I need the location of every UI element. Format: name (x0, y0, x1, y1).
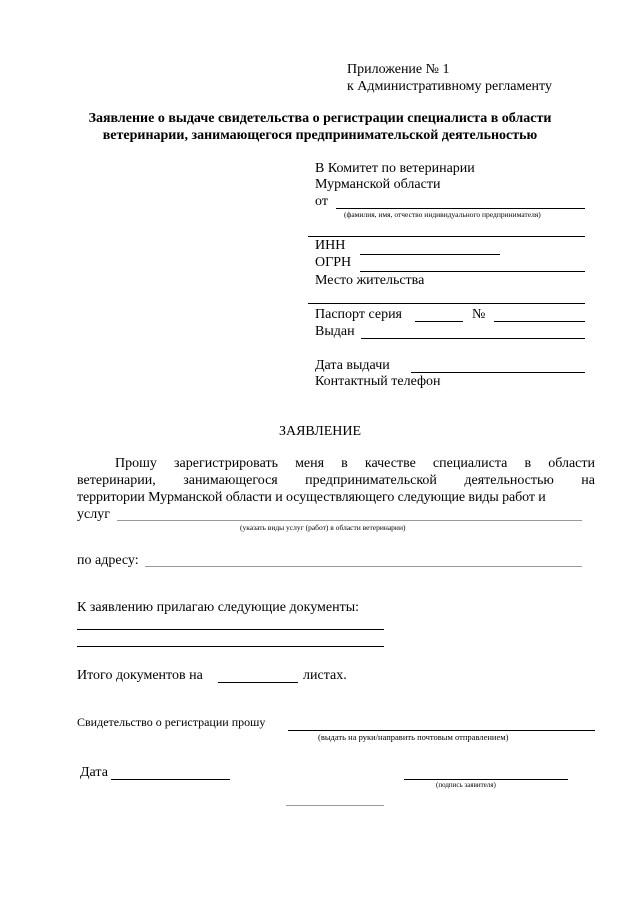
from-field[interactable] (336, 208, 585, 209)
residence-label: Место жительства (315, 273, 425, 288)
documents-line-1[interactable] (77, 629, 384, 630)
recipient-line-1: В Комитет по ветеринарии (315, 161, 475, 176)
date-field[interactable] (111, 779, 230, 780)
documents-label: К заявлению прилагаю следующие документы: (77, 600, 360, 615)
passport-series-field[interactable] (415, 321, 463, 322)
documents-line-2[interactable] (77, 646, 384, 647)
recipient-line-2: Мурманской области (315, 177, 441, 192)
services-field[interactable] (117, 520, 582, 521)
passport-number-label: № (472, 307, 486, 322)
statement-line-3: территории Мурманской области и осуществляющего следующие виды работ и (77, 490, 546, 505)
from-label: от (315, 194, 328, 209)
residence-field[interactable] (308, 303, 585, 304)
statement-line-2: ветеринарии, занимающегося предпринимательской деятельностью на (77, 473, 595, 488)
certificate-field[interactable] (288, 730, 595, 731)
title-line-2: ветеринарии, занимающегося предпринимательской деятельностью (102, 128, 538, 143)
services-hint: (указать виды услуг (работ) в области ветеринарии) (240, 523, 406, 532)
inn-field[interactable] (360, 254, 500, 255)
title-line-1: Заявление о выдаче свидетельства о регистрации специалиста в области (88, 111, 552, 126)
passport-number-field[interactable] (494, 321, 585, 322)
signature-field[interactable] (404, 779, 568, 780)
bottom-divider (286, 805, 384, 806)
passport-label: Паспорт серия (315, 307, 402, 322)
phone-label: Контактный телефон (315, 374, 441, 389)
certificate-label: Свидетельство о регистрации прошу (77, 715, 266, 729)
ogrn-label: ОГРН (315, 255, 352, 270)
from-hint: (фамилия, имя, отчество индивидуального предпринимателя) (344, 210, 541, 219)
address-field[interactable] (145, 566, 582, 567)
appendix-line-2: к Административному регламенту (347, 79, 552, 94)
issued-field[interactable] (361, 338, 585, 339)
signature-hint: (подпись заявителя) (436, 781, 496, 789)
issue-date-label: Дата выдачи (315, 358, 390, 373)
services-label: услуг (77, 507, 110, 522)
date-label: Дата (80, 765, 108, 780)
total-suffix: листах. (303, 668, 347, 683)
total-prefix: Итого документов на (77, 668, 203, 683)
statement-line-1: Прошу зарегистрировать меня в качестве специалиста в области (115, 456, 595, 471)
from-field-continuation[interactable] (308, 236, 585, 237)
certificate-hint: (выдать на руки/направить почтовым отправлением) (318, 732, 509, 742)
appendix-line-1: Приложение № 1 (347, 62, 450, 77)
total-sheets-field[interactable] (218, 682, 298, 683)
inn-label: ИНН (315, 238, 346, 253)
statement-heading: ЗАЯВЛЕНИЕ (278, 424, 362, 439)
issued-label: Выдан (315, 324, 355, 339)
address-label: по адресу: (77, 553, 139, 568)
